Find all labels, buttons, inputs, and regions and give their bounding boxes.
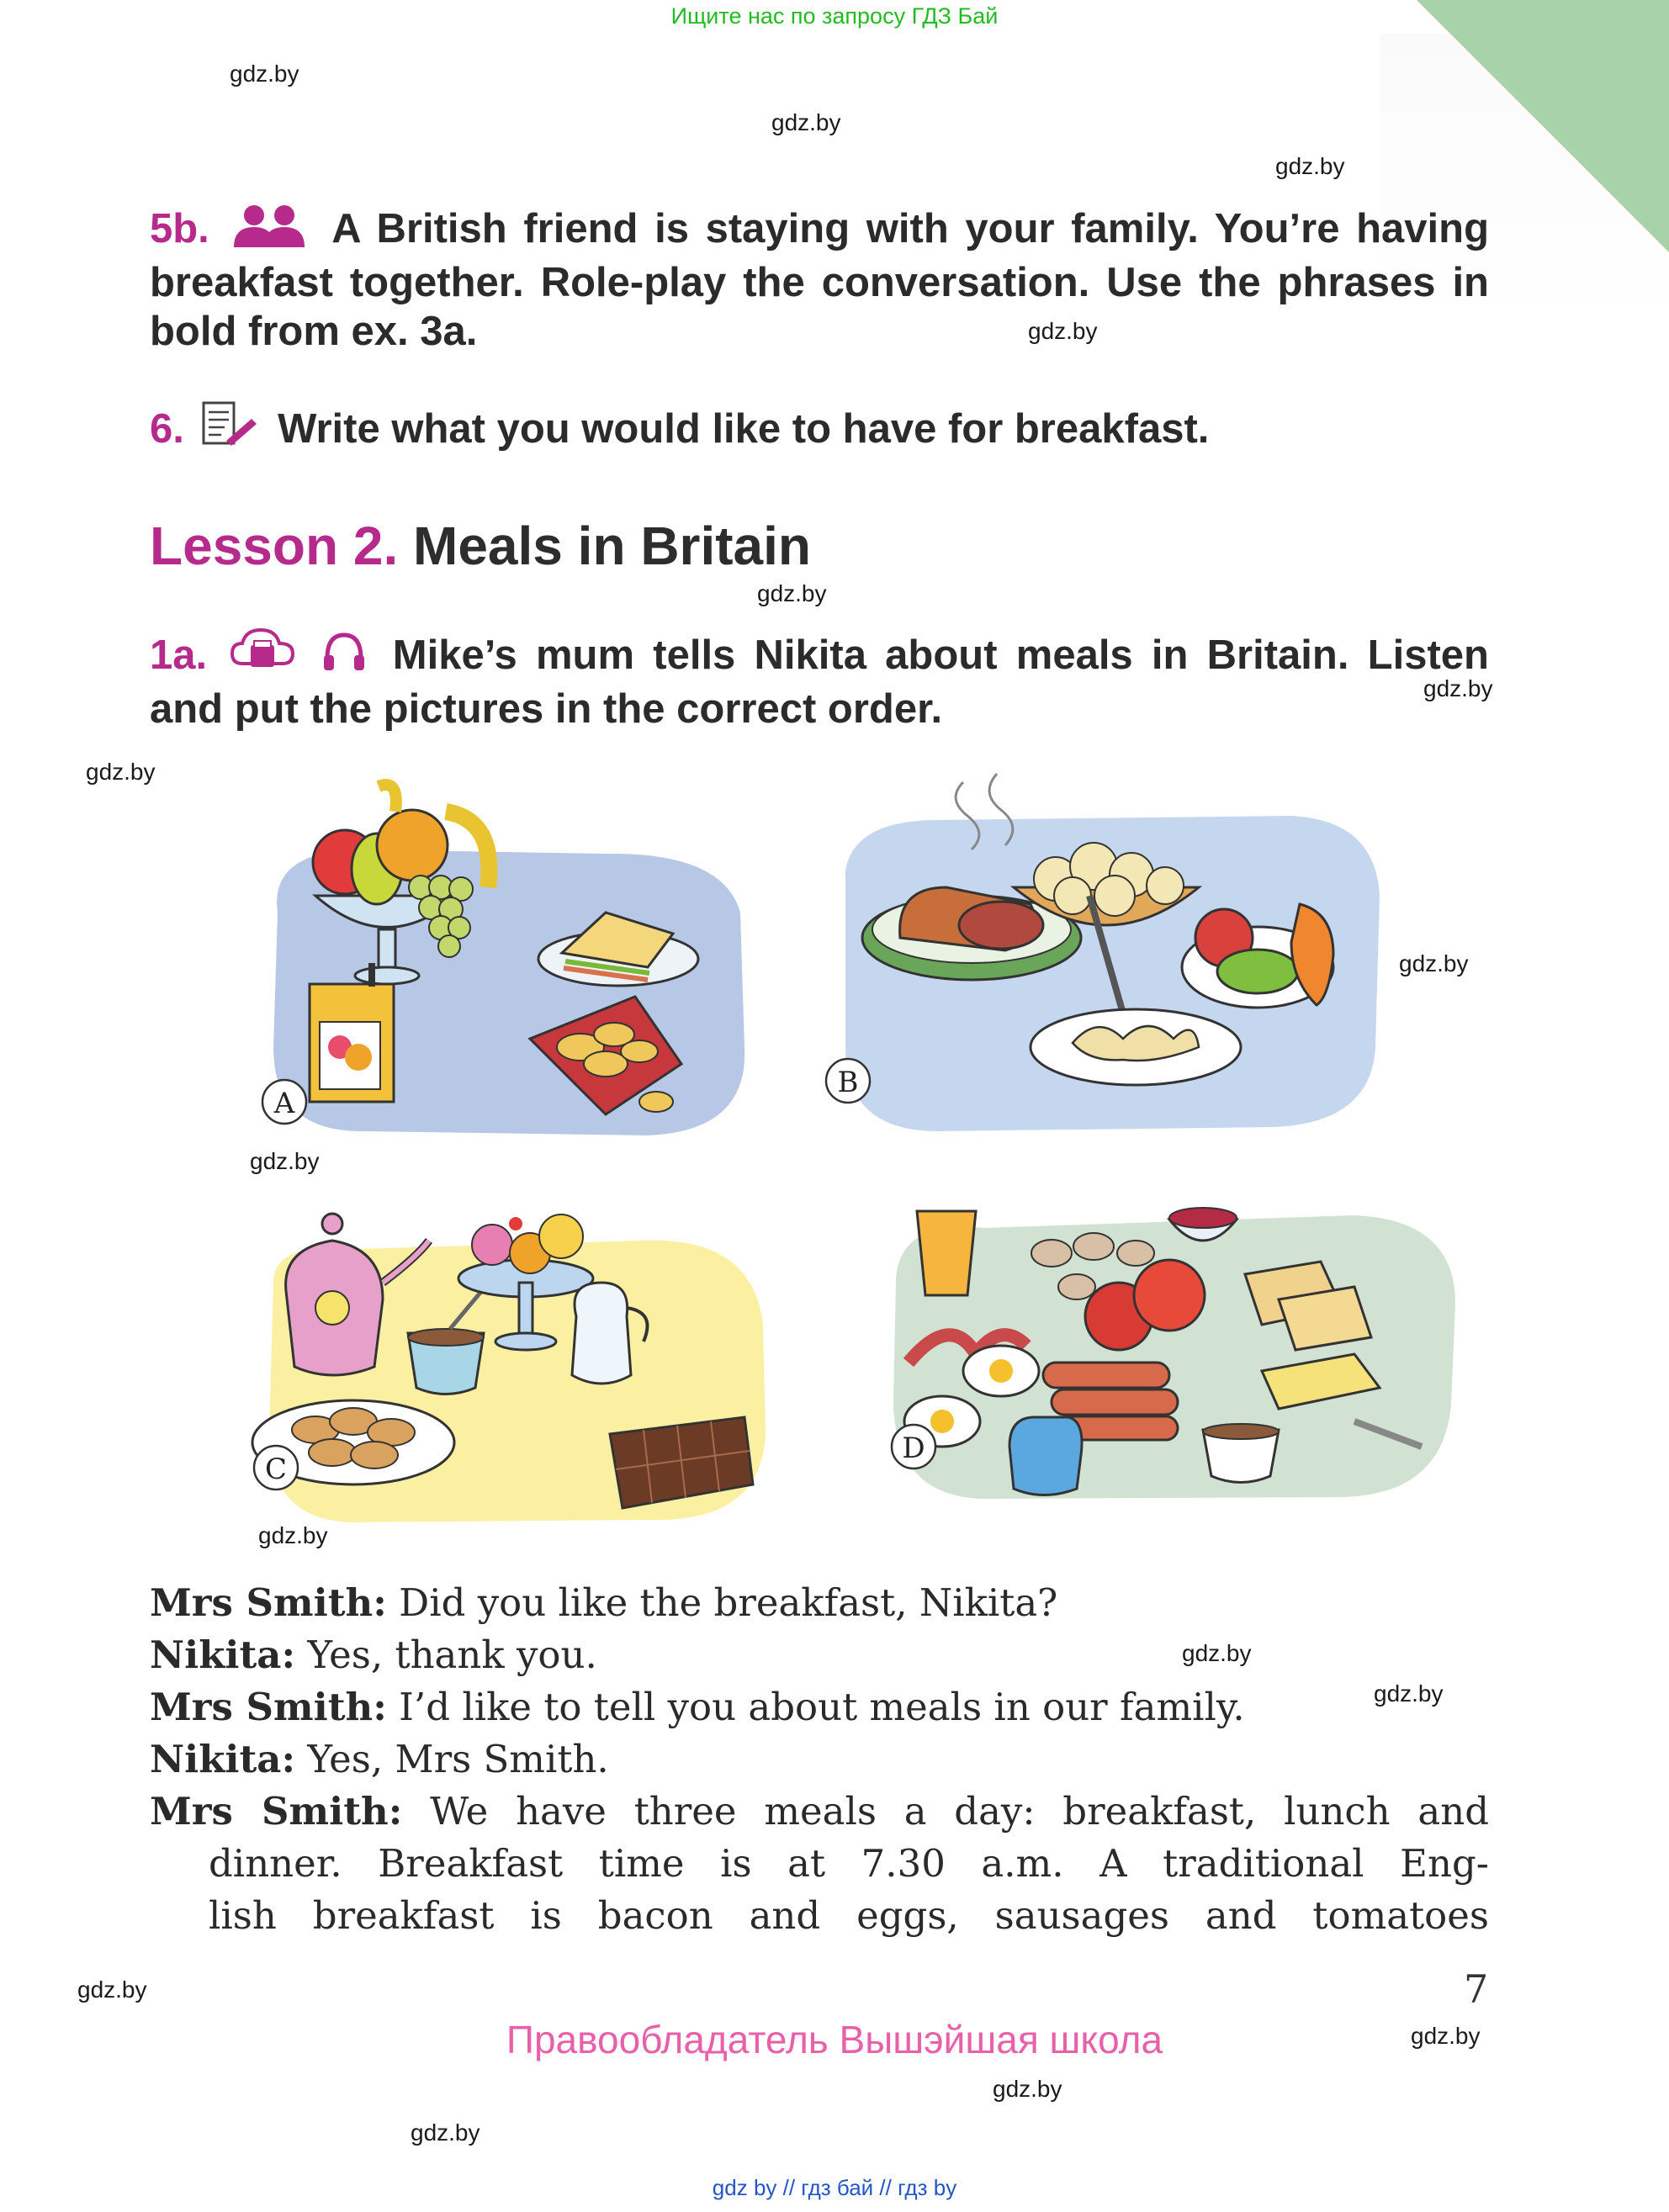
task-1a [150,627,1489,733]
rights-holder: Правообладатель Вышэйшая школа [506,2018,1163,2061]
dialog-line [150,1577,1489,1629]
lesson-prefix: Lesson 2. [150,516,399,576]
picture-label: C [264,1453,288,1486]
watermark: gdz.by [1275,153,1345,179]
watermark: gdz.by [757,580,827,606]
utterance: Yes, Mrs Smith. [295,1737,609,1781]
picture-label: A [273,1087,295,1120]
dialog-line [150,1733,1489,1786]
watermark: gdz.by [1411,2023,1481,2049]
task-text: Write what you would like to have for breakfast. [278,406,1210,452]
top-banner[interactable]: Ищите нас по запросу ГДЗ Бай [670,3,999,29]
pair-work-icon [230,204,308,258]
watermark: gdz.by [771,109,841,135]
lesson-title: Meals in Britain [413,516,811,576]
picture-label: B [837,1066,859,1099]
utterance: Yes, thank you. [295,1633,597,1677]
utterance: We have three meals a day: breakfast, lunch and [402,1789,1490,1834]
watermark: gdz.by [411,2119,480,2146]
watermark: gdz.by [1182,1640,1252,1666]
speaker: Nikita: [150,1633,296,1677]
speaker: Nikita: [150,1737,296,1781]
speaker: Mrs Smith: [150,1685,387,1729]
utterance: Did you like the breakfast, Nikita? [386,1580,1058,1625]
speaker: Mrs Smith: [150,1789,403,1834]
task-number: 1a. [150,632,208,678]
audio-cloud-icon[interactable] [230,627,294,685]
lesson-heading [150,515,811,577]
watermark: gdz.by [1374,1680,1444,1707]
task-5b [150,204,1489,356]
headphones-icon[interactable] [322,630,366,685]
task-text: A British friend is staying with your family. You’re having breakfast together. Role-play the conversation. Use the phrases in bold from ex. 3a. [150,206,1489,354]
footer-links[interactable]: gdz by // гдз бай // гдз by [712,2175,957,2200]
watermark: gdz.by [993,2076,1062,2102]
dialog-line [150,1786,1489,1838]
picture-label: D [902,1431,925,1465]
task-6 [150,400,1489,458]
dialog [150,1577,1489,1942]
watermark: gdz.by [1423,675,1493,701]
watermark: gdz.by [86,759,156,785]
dialog-continuation: dinner. Breakfast time is at 7.30 a.m. A traditional Eng- [209,1841,1489,1886]
watermark: gdz.by [77,1977,147,2003]
watermark: gdz.by [258,1522,328,1548]
task-number: 6. [150,406,184,452]
dialog-continuation: lish breakfast is bacon and eggs, sausages and tomatoes [209,1893,1489,1938]
dialog-line [150,1629,1489,1681]
utterance: I’d like to tell you about meals in our family. [386,1685,1245,1729]
watermark: gdz.by [230,61,299,87]
watermark: gdz.by [1399,950,1469,976]
dialog-line [150,1681,1489,1733]
speaker: Mrs Smith: [150,1580,387,1625]
task-text: Mike’s mum tells Nikita about meals in Britain. Listen and put the pictures in the correct order. [150,632,1489,732]
writing-icon [201,400,258,458]
watermark: gdz.by [250,1148,320,1174]
task-number: 5b. [150,206,209,251]
watermark: gdz.by [1028,318,1098,344]
page-number: 7 [1464,1966,1489,2012]
picture-a [252,761,757,1148]
